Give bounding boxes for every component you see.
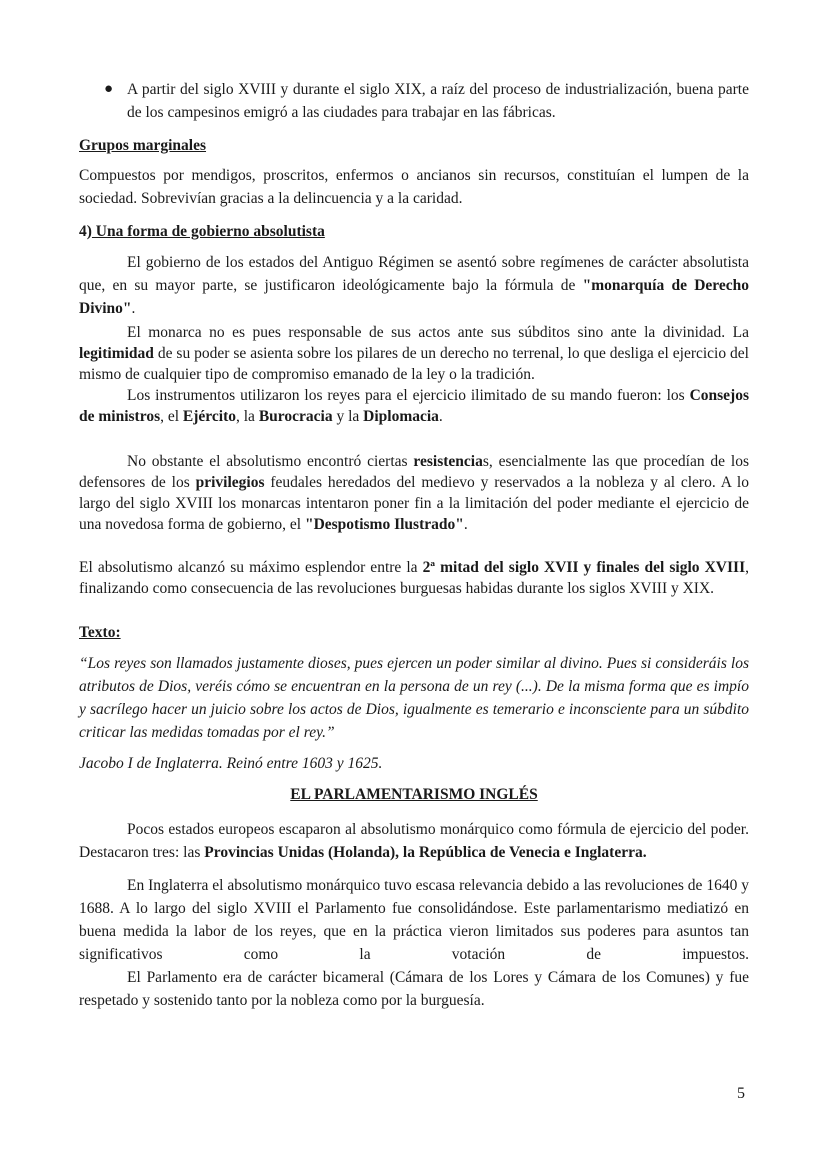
text-run: . <box>463 516 468 533</box>
paragraph-parlamentarismo-2: En Inglaterra el absolutismo monárquico tuvo escasa relevancia debido a las revoluciones de 1640 y 1688. A lo largo del siglo XVIII el Parlamento fue consolidándose. Este parlamentarismo mediatizó en buena medida la labor de los reyes, que en la práctica vieron limitados sus poderes para asuntos tan significativos como la votación de impuestos. <box>79 877 749 963</box>
bold-run: Burocracia <box>258 408 333 425</box>
list-item <box>79 78 749 124</box>
bold-run: Diplomacia <box>363 408 439 425</box>
page-number: 5 <box>737 1085 745 1102</box>
bold-run: "monarquía de Derecho Divino" <box>79 277 749 317</box>
text-run: de su poder se asienta sobre los pilares de un derecho no terrenal, lo que desliga el ejercicio del mismo de cualquier tipo de compromiso emanado de la ley o la tradición. <box>79 345 749 383</box>
paragraph-grupos: Compuestos por mendigos, proscritos, enfermos o ancianos sin recursos, constituían el lumpen de la sociedad. Sobrevivían gracias a la delincuencia y a la caridad. <box>79 167 749 207</box>
bold-run: resistencia <box>413 453 483 470</box>
text-run: No obstante el absolutismo encontró ciertas <box>127 453 414 470</box>
text-run: Los instrumentos utilizaron los reyes para el ejercicio ilimitado de su mando fueron: los <box>127 387 690 404</box>
bold-run: "Despotismo Ilustrado" <box>304 516 464 533</box>
text-run: s, esencialmente las que procedían de los defensores de los <box>79 453 749 491</box>
text-run: feudales heredados del medievo y reservados a la nobleza y al clero. A lo largo del siglo XVIII los monarcas intentaron poner fin a la limitación del poder mediante el ejercicio de una novedosa forma de gobierno, el <box>79 474 749 533</box>
quote-attribution: Jacobo I de Inglaterra. Reinó entre 1603 y 1625. <box>79 755 383 772</box>
text-run: . <box>131 300 136 317</box>
paragraph-absolutismo-4 <box>79 451 749 535</box>
text-run: El absolutismo alcanzó su máximo esplendor entre la <box>79 559 423 576</box>
paragraph-absolutismo-2 <box>79 322 749 385</box>
quote-text: “Los reyes son llamados justamente dioses, pues ejercen un poder similar al divino. Pues si consideráis los atributos de Dios, veréis cómo se encuentran en la persona de un rey (...). De la misma forma que es impío y sacrílego hacer un juicio sobre los actos de Dios, igualmente es temerario e inconsciente para un súbdito criticar las medidas tomadas por el rey.” <box>79 655 749 741</box>
heading-grupos-marginales: Grupos marginales <box>79 137 207 154</box>
paragraph-absolutismo-3 <box>79 385 749 427</box>
text-run: y la <box>332 408 364 425</box>
bold-run: 2ª mitad del siglo XVII <box>422 559 579 576</box>
bold-run: privilegios <box>195 474 265 491</box>
text-run: Pocos estados europeos escaparon al absolutismo monárquico como fórmula de ejercicio del poder. Destacaron tres: las <box>79 821 749 861</box>
bold-run: y finales del siglo XVIII <box>578 559 746 576</box>
heading-text: Una forma de gobierno absolutista <box>91 223 325 240</box>
bullet-text: A partir del siglo XVIII y durante el siglo XIX, a raíz del proceso de industrialización, buena parte de los campesinos emigró a las ciudades para trabajar en las fábricas. <box>127 81 749 121</box>
text-run: El monarca no es pues responsable de sus actos ante sus súbditos sino ante la divinidad. La <box>127 324 749 341</box>
paragraph-absolutismo-1 <box>79 251 749 320</box>
bold-run: Ejército <box>182 408 236 425</box>
section-title: EL PARLAMENTARISMO INGLÉS <box>290 786 538 803</box>
heading-number: 4) <box>79 223 92 240</box>
bold-run: Provincias Unidas (Holanda), la República de Venecia e Inglaterra. <box>204 844 647 861</box>
bullet-icon: ● <box>103 81 113 97</box>
paragraph-absolutismo-5 <box>79 557 749 599</box>
heading-texto: Texto: <box>79 624 121 641</box>
paragraph-parlamentarismo-1 <box>79 818 749 864</box>
text-run: , la <box>236 408 259 425</box>
heading-absolutismo <box>79 220 749 243</box>
text-run: , el <box>160 408 183 425</box>
bold-run: legitimidad <box>79 345 154 362</box>
text-run: . <box>438 408 443 425</box>
paragraph-parlamentarismo-3: El Parlamento era de carácter bicameral (Cámara de los Lores y Cámara de los Comunes) y fue respetado y sostenido tanto por la nobleza como por la burguesía. <box>79 969 749 1009</box>
page-content <box>79 78 749 1012</box>
text-run: , finalizando como consecuencia de las revoluciones burguesas habidas durante los siglos XVIII y XIX. <box>79 559 749 597</box>
text-run: El gobierno de los estados del Antiguo Régimen se asentó sobre regímenes de carácter absolutista que, en su mayor parte, se justificaron ideológicamente bajo la fórmula de <box>79 254 749 294</box>
bold-run: Consejos de ministros <box>79 387 749 425</box>
